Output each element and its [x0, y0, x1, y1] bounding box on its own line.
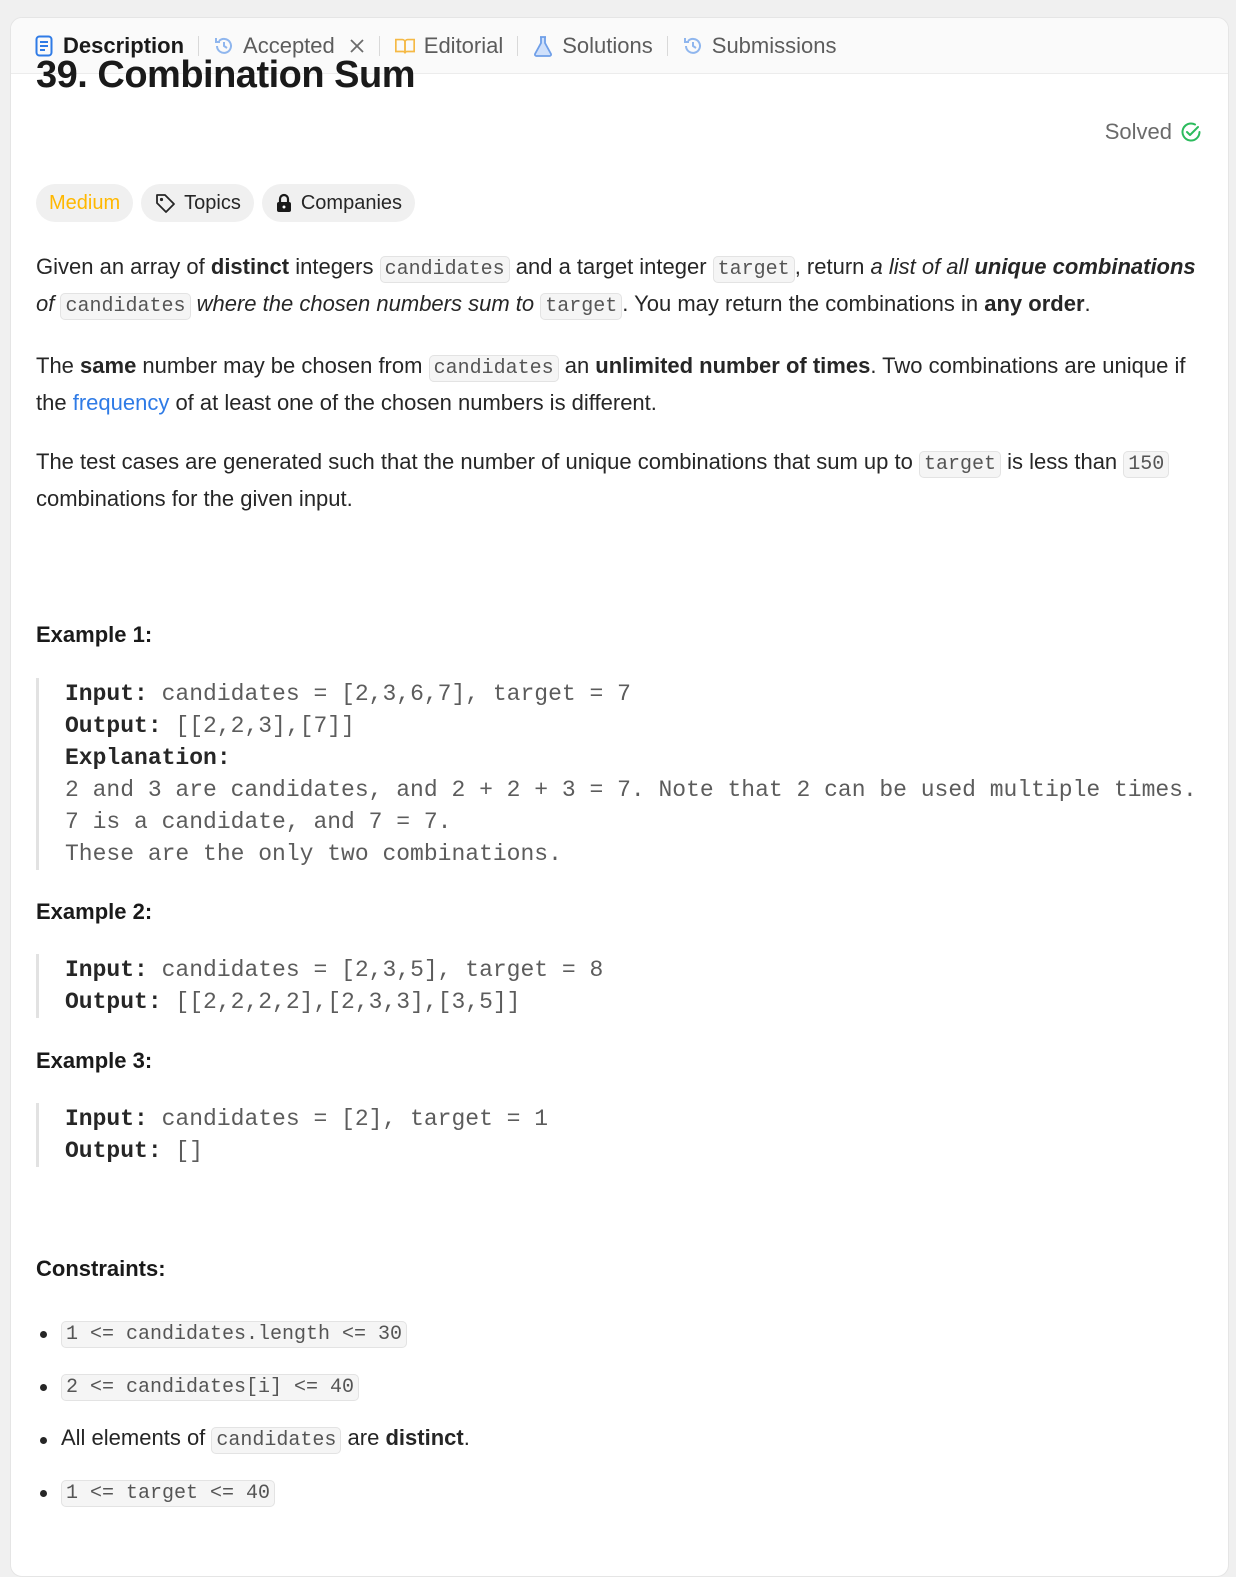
inline-code: candidates — [380, 256, 510, 283]
output-label: Output: — [65, 989, 162, 1015]
constraint-item — [36, 1477, 1206, 1530]
example-input: candidates = [2], target = 1 — [147, 1106, 549, 1132]
constraint-item — [36, 1318, 1206, 1371]
problem-description — [36, 250, 1206, 516]
constraint-item — [36, 1424, 1206, 1477]
tab-solutions-label: Solutions — [562, 32, 653, 58]
solved-label: Solved — [1104, 119, 1172, 144]
bold-text: any order — [984, 291, 1085, 316]
problem-panel — [10, 17, 1229, 1577]
tab-separator — [379, 36, 380, 56]
description-paragraph — [36, 445, 1206, 516]
constraint-item — [36, 1371, 1206, 1424]
badge-row — [36, 184, 415, 222]
inline-code: target — [540, 293, 622, 320]
bold-text: distinct — [385, 1425, 464, 1450]
text: The — [36, 353, 81, 378]
example-heading: Example 2: — [36, 899, 153, 924]
text: number may be chosen from — [136, 353, 429, 378]
italic-text: of — [36, 291, 61, 316]
text: integers — [289, 254, 380, 279]
text: is less than — [1001, 449, 1124, 474]
text: an — [558, 353, 596, 378]
tab-accepted-label: Accepted — [243, 32, 335, 58]
text: combinations for the given input. — [36, 486, 353, 511]
tab-separator — [198, 36, 199, 56]
problem-title: 39. Combination Sum — [36, 54, 415, 96]
text: of at least one of the chosen numbers is different. — [169, 390, 657, 415]
example-block — [36, 954, 603, 1018]
input-label: Input: — [65, 1106, 148, 1132]
lock-icon — [275, 193, 293, 213]
bold-italic-text: unique combinations — [974, 254, 1196, 279]
bold-text: distinct — [210, 254, 290, 279]
example-input: candidates = [2,3,5], target = 8 — [147, 957, 604, 983]
italic-text: a list of all — [870, 254, 975, 279]
companies-label: Companies — [300, 191, 403, 214]
example-output: [[2,2,3],[7]] — [161, 713, 355, 739]
text: are — [341, 1425, 386, 1450]
example-block — [36, 1103, 548, 1167]
text: All elements of — [61, 1425, 212, 1450]
constraints-list — [36, 1318, 1206, 1530]
tab-submissions[interactable] — [682, 33, 837, 59]
frequency-link[interactable]: frequency — [72, 390, 170, 415]
difficulty-badge: Medium — [36, 184, 133, 222]
inline-code: candidates — [211, 1427, 341, 1454]
bold-text: unlimited number of times — [595, 353, 871, 378]
text: . — [1084, 291, 1091, 316]
italic-text: where the chosen numbers sum to — [190, 291, 541, 316]
example-heading: Example 1: — [36, 622, 153, 647]
explanation-label: Explanation: — [65, 745, 231, 771]
inline-code: target — [713, 256, 795, 283]
inline-code: candidates — [429, 355, 559, 382]
output-label: Output: — [65, 713, 162, 739]
close-icon[interactable] — [349, 38, 365, 54]
topics-label: Topics — [184, 191, 241, 214]
check-circle-icon — [1180, 121, 1202, 143]
companies-button[interactable] — [262, 184, 415, 222]
tab-editorial-label: Editorial — [423, 32, 504, 58]
tab-description-label: Description — [63, 32, 185, 58]
text: . You may return the combinations in — [622, 291, 985, 316]
tab-solutions[interactable] — [532, 33, 653, 59]
example-output: [[2,2,2,2],[2,3,3],[3,5]] — [161, 989, 521, 1015]
solved-status — [1105, 119, 1202, 145]
input-label: Input: — [65, 957, 148, 983]
description-paragraph — [36, 250, 1206, 324]
inline-code: 1 <= target <= 40 — [61, 1480, 275, 1507]
example-output: [] — [161, 1138, 204, 1164]
input-label: Input: — [65, 681, 148, 707]
text: . — [463, 1425, 470, 1450]
description-paragraph — [36, 349, 1206, 420]
tab-submissions-label: Submissions — [711, 32, 837, 58]
inline-code: target — [919, 451, 1001, 478]
explanation-line: These are the only two combinations. — [65, 841, 562, 867]
tab-separator — [517, 36, 518, 56]
bold-text: same — [80, 353, 137, 378]
topics-button[interactable] — [141, 184, 254, 222]
text: The test cases are generated such that the number of unique combinations that sum up to — [36, 449, 919, 474]
output-label: Output: — [65, 1138, 162, 1164]
flask-icon — [532, 35, 554, 57]
inline-code: 150 — [1123, 451, 1169, 478]
example-heading: Example 3: — [36, 1048, 153, 1073]
inline-code: 2 <= candidates[i] <= 40 — [61, 1374, 359, 1401]
explanation-line: 2 and 3 are candidates, and 2 + 2 + 3 = 7. Note that 2 can be used multiple times. — [65, 777, 1197, 803]
example-input: candidates = [2,3,6,7], target = 7 — [147, 681, 631, 707]
text: Given an array of — [36, 254, 211, 279]
text: . Two combinations are unique if the — [36, 353, 1186, 415]
explanation-line: 7 is a candidate, and 7 = 7. — [65, 809, 452, 835]
constraints-heading: Constraints: — [36, 1256, 166, 1281]
tag-icon — [154, 192, 176, 214]
inline-code: 1 <= candidates.length <= 30 — [61, 1321, 407, 1348]
example-block — [36, 678, 1197, 870]
inline-code: candidates — [60, 293, 190, 320]
text: , return — [794, 254, 871, 279]
tab-separator — [667, 36, 668, 56]
text: and a target integer — [509, 254, 713, 279]
history-icon — [682, 35, 704, 57]
